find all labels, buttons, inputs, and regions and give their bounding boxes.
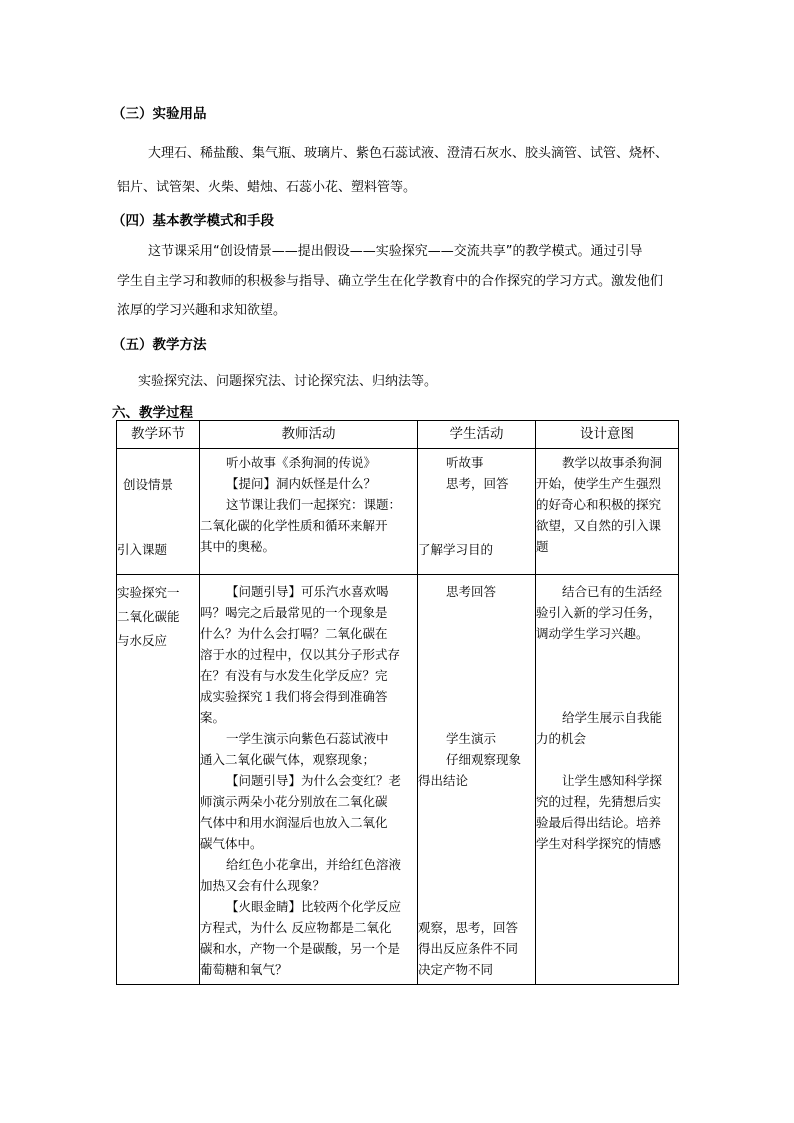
stage-label: 二氧化碳能 <box>117 609 180 624</box>
student-text: 得出反应条件不同 <box>418 941 519 956</box>
intent-text: 力的机会 <box>536 731 587 746</box>
header-intent: 设计意图 <box>536 421 679 449</box>
teacher-text: 二氧化碳的化学性质和循环来解开 <box>200 518 388 533</box>
stage-label: 创设情景 <box>123 477 174 492</box>
student-text: 观察，思考，回答 <box>418 920 519 935</box>
student-text: 学生演示 <box>446 731 497 746</box>
table-row <box>117 449 679 575</box>
intent-text: 给学生展示自我能 <box>562 710 663 725</box>
student-text: 了解学习目的 <box>418 542 494 557</box>
mode-line-2: 学生自主学习和教师的积极参与指导、确立学生在化学教育中的合作探究的学习方式。激发他们 <box>117 274 664 289</box>
teacher-cell <box>200 575 418 985</box>
stage-cell <box>117 449 200 575</box>
teacher-text: 气体中和用水润湿后也放入二氧化 <box>200 815 388 830</box>
teacher-text: 听小故事《杀狗洞的传说》 <box>226 455 377 470</box>
table-row <box>117 575 679 985</box>
intent-text: 开始，使学生产生强烈 <box>536 476 662 491</box>
intent-text: 让学生感知科学探 <box>562 773 663 788</box>
student-text: 思考，回答 <box>446 476 509 491</box>
materials-line-1: 大理石、稀盐酸、集气瓶、玻璃片、紫色石蕊试液、澄清石灰水、胶头滴管、试管、烧杯、 <box>148 146 669 161</box>
teacher-text: 什么？为什么会打嗝？二氧化碳在 <box>200 626 388 641</box>
teacher-text: 在？有没有与水发生化学反应？完 <box>200 668 388 683</box>
teacher-text: 碳和水，产物一个是碳酸，另一个是 <box>200 941 401 956</box>
intent-cell <box>536 575 679 985</box>
stage-label: 引入课题 <box>117 542 168 557</box>
teacher-text: 【问题引导】为什么会变红？老 <box>226 773 402 788</box>
teacher-text: 葡萄糖和氧气？ <box>200 962 288 977</box>
intent-text: 学生对科学探究的情感 <box>536 836 662 851</box>
mode-line-1: 这节课采用“创设情景——提出假设——实验探究——交流共享”的教学模式。通过引导 <box>148 244 643 259</box>
stage-label: 与水反应 <box>117 633 168 648</box>
intent-text: 究的过程，先猜想后实 <box>536 794 662 809</box>
teacher-text: 给红色小花拿出，并给红色溶液 <box>226 857 402 872</box>
header-teacher: 教师活动 <box>200 421 418 449</box>
header-student: 学生活动 <box>418 421 536 449</box>
intent-text: 调动学生学习兴趣。 <box>536 626 649 641</box>
materials-line-2: 铝片、试管架、火柴、蜡烛、石蕊小花、塑料管等。 <box>117 180 417 195</box>
section-title-method: （五）教学方法 <box>112 337 207 353</box>
teacher-text: 碳气体中。 <box>200 836 263 851</box>
method-line-1: 实验探究法、问题探究法、讨论探究法、归纳法等。 <box>138 374 438 389</box>
teaching-process-table <box>116 420 679 985</box>
intent-cell <box>536 449 679 575</box>
teacher-text: 【提问】洞内妖怪是什么？ <box>226 476 377 491</box>
section-title-materials: （三）实验用品 <box>112 106 207 122</box>
student-cell <box>418 575 536 985</box>
teacher-text: 吗？喝完之后最常见的一个现象是 <box>200 605 388 620</box>
mode-line-3: 浓厚的学习兴趣和求知欲望。 <box>117 303 287 318</box>
teacher-text: 方程式，为什么 反应物都是二氧化 <box>200 920 392 935</box>
intent-text: 结合已有的生活经 <box>562 584 663 599</box>
intent-text: 题 <box>536 539 549 554</box>
teacher-text: 溶于水的过程中，仅以其分子形式存 <box>200 647 401 662</box>
intent-text: 欲望，又自然的引入课 <box>536 518 662 533</box>
student-text: 得出结论 <box>418 773 469 788</box>
teacher-text: 其中的奥秘。 <box>200 539 276 554</box>
student-text: 思考回答 <box>446 584 497 599</box>
intent-text: 验引入新的学习任务， <box>536 605 662 620</box>
teacher-text: 案。 <box>200 710 226 725</box>
teacher-text: 这节课让我们一起探究：课题： <box>226 497 402 512</box>
section-title-process: 六、教学过程 <box>112 405 193 421</box>
teacher-cell <box>200 449 418 575</box>
stage-cell <box>117 575 200 985</box>
header-stage: 教学环节 <box>117 421 200 449</box>
teacher-text: 【问题引导】可乐汽水喜欢喝 <box>226 584 389 599</box>
student-text: 仔细观察现象 <box>446 752 522 767</box>
teacher-text: 成实验探究１我们将会得到准确答 <box>200 689 388 704</box>
teacher-text: 加热又会有什么现象？ <box>200 878 326 893</box>
teacher-text: 通入二氧化碳气体，观察现象； <box>200 752 376 767</box>
student-text: 决定产物不同 <box>418 962 494 977</box>
student-cell <box>418 449 536 575</box>
teacher-text: 师演示两朵小花分别放在二氧化碳 <box>200 794 388 809</box>
teacher-text: 【火眼金睛】比较两个化学反应 <box>226 899 402 914</box>
section-title-mode: （四）基本教学模式和手段 <box>112 213 274 229</box>
intent-text: 的好奇心和积极的探究 <box>536 497 662 512</box>
stage-label: 实验探究一 <box>117 585 180 600</box>
intent-text: 教学以故事杀狗洞 <box>562 455 663 470</box>
student-text: 听故事 <box>446 455 484 470</box>
teacher-text: 一学生演示向紫色石蕊试液中 <box>226 731 389 746</box>
table-header-row <box>117 421 679 449</box>
intent-text: 验最后得出结论。培养 <box>536 815 662 830</box>
